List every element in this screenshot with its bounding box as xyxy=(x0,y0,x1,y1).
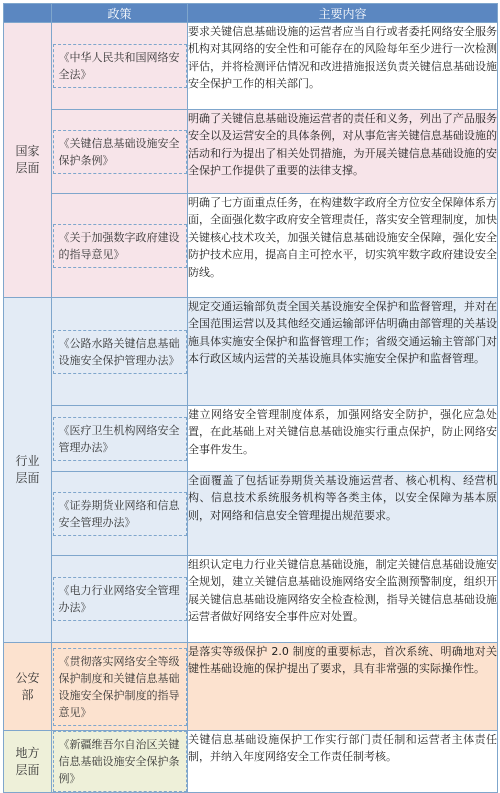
policy-cell xyxy=(52,556,188,643)
header-blank xyxy=(4,4,52,23)
header-policy: 政策 xyxy=(52,4,188,23)
content-cell: 建立网络安全管理制度体系，加强网络安全防护，强化应急处置，在此基础上对关键信息基础设施实行重点保护，防止网络安全事件发生。 xyxy=(188,406,498,472)
policy-name: 《公路水路关键信息基础设施安全保护管理办法》 xyxy=(53,330,187,374)
table-row xyxy=(4,406,498,472)
policy-cell xyxy=(52,406,188,472)
policy-cell xyxy=(52,194,188,298)
content-cell: 全面覆盖了包括证券期货关基设施运营者、核心机构、经营机构、信息技术系统服务机构等各类主体，以安全保障为基本原则，对网络和信息安全管理提出规范要求。 xyxy=(188,472,498,556)
content-cell: 明确了关键信息基础设施运营者的责任和义务，列出了产品服务安全以及运营安全的具体条例，对从事危害关键信息基础设施的活动和行为提出了相关处罚措施，为开展关键信息基础设施的安全保护工作提供了重要的法律支撑。 xyxy=(188,110,498,194)
policy-cell xyxy=(52,731,188,793)
level-local: 地方层面 xyxy=(4,731,52,793)
content-cell: 组织认定电力行业关键信息基础设施，制定关键信息基础设施安全规划，建立关键信息基础设施网络安全监测预警制度，组织开展关键信息基础设施网络安全检查检测，指导关键信息基础设施运营者做好网络安全事件应对处置。 xyxy=(188,556,498,643)
content-cell: 关键信息基础设施保护工作实行部门责任制和运营者主体责任制，并纳入年度网络安全工作责任制考核。 xyxy=(188,731,498,793)
table-row xyxy=(4,298,498,406)
policy-cell xyxy=(52,472,188,556)
content-cell: 明确了七方面重点任务，在构建数字政府全方位安全保障体系方面，全面强化数字政府安全管理责任，落实安全管理制度，加快关键核心技术攻关，加强关键信息基础设施安全保障，强化安全防护技术应用，提高自主可控水平，切实筑牢数字政府建设安全防线。 xyxy=(188,194,498,298)
policy-cell xyxy=(52,23,188,110)
level-police: 公安部 xyxy=(4,643,52,731)
table-row xyxy=(4,556,498,643)
policy-cell xyxy=(52,110,188,194)
level-national: 国家层面 xyxy=(4,23,52,298)
policy-cell xyxy=(52,643,188,731)
content-cell: 规定交通运输部负责全国关基设施安全保护和监督管理，并对在全国范围运营以及其他经交通运输部评估明确由部管理的关基设施具体实施安全保护和监督管理工作；省级交通运输主管部门对本行政区域内运营的关基设施具体实施安全保护和监督管理。 xyxy=(188,298,498,406)
table-row xyxy=(4,110,498,194)
content-cell: 是落实等级保护 2.0 制度的重要标志，首次系统、明确地对关键性基础设施的保护提出了要求，具有非常强的实际操作性。 xyxy=(188,643,498,731)
table-header-row xyxy=(4,4,498,23)
policy-cell xyxy=(52,298,188,406)
content-cell: 要求关键信息基础设施的运营者应当自行或者委托网络安全服务机构对其网络的安全性和可能存在的风险每年至少进行一次检测评估，并将检测评估情况和改进措施报送负责关键信息基础设施安全保护工作的相关部门。 xyxy=(188,23,498,110)
table-row xyxy=(4,643,498,731)
table-row xyxy=(4,731,498,793)
policy-name: 《关于加强数字政府建设的指导意见》 xyxy=(53,224,187,268)
table-row xyxy=(4,194,498,298)
policy-name: 《电力行业网络安全管理办法》 xyxy=(53,577,187,621)
policy-name: 《医疗卫生机构网络安全管理办法》 xyxy=(53,417,187,461)
policy-name: 《关键信息基础设施安全保护条例》 xyxy=(53,130,187,174)
policy-name: 《新疆维吾尔自治区关键信息基础设施安全保护条例》 xyxy=(53,731,187,792)
policy-name: 《中华人民共和国网络安全法》 xyxy=(53,44,187,88)
table-row xyxy=(4,472,498,556)
level-industry: 行业层面 xyxy=(4,298,52,643)
policy-name: 《贯彻落实网络安全等级保护制度和关键信息基础设施安全保护制度的指导意见》 xyxy=(53,648,187,726)
table-row xyxy=(4,23,498,110)
header-content: 主要内容 xyxy=(188,4,498,23)
policy-table xyxy=(3,3,498,793)
policy-name: 《证券期货业网络和信息安全管理办法》 xyxy=(53,492,187,536)
